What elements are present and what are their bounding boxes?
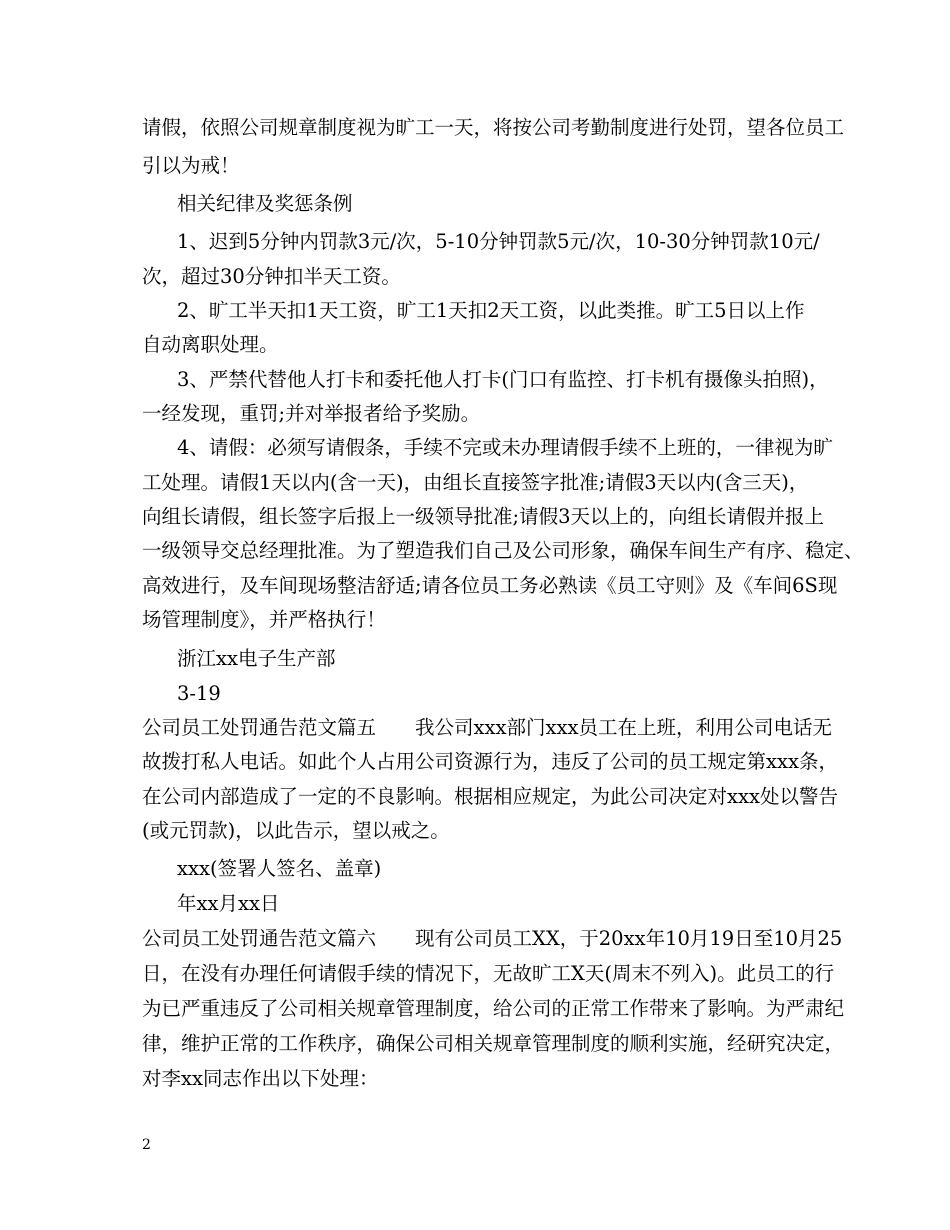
text-line: 一级领导交总经理批准。为了塑造我们自己及公司形象，确保车间生产有序、稳定、 [142, 539, 864, 562]
text-line: (或元罚款)，以此告示，望以戒之。 [142, 819, 450, 842]
text-line: 工处理。请假1天以内(含一天)，由组长直接签字批准;请假3天以内(含三天)， [142, 471, 809, 494]
text-line: 4、请假：必须写请假条，手续不完或未办理请假手续不上班的，一律视为旷 [177, 436, 833, 459]
text-line: 3、严禁代替他人打卡和委托他人打卡(门口有监控、打卡机有摄像头拍照)， [177, 368, 829, 391]
section-heading: 相关纪律及奖惩条例 [177, 192, 353, 215]
text-line: 自动离职处理。 [142, 333, 279, 356]
text-line: 高效进行，及车间现场整洁舒适;请各位员工务必熟读《员工守则》及《车间6S现 [142, 574, 838, 597]
date-line: 年xx月xx日 [177, 892, 280, 915]
text-line: 日，在没有办理任何请假手续的情况下，无故旷工X天(周末不列入)。此员工的行 [142, 962, 835, 985]
signature-line: 浙江xx电子生产部 [177, 647, 336, 670]
text-line: 为已严重违反了公司相关规章管理制度，给公司的正常工作带来了影响。为严肃纪 [142, 997, 845, 1020]
text-line: 次，超过30分钟扣半天工资。 [142, 265, 401, 288]
text-line: 律，维护正常的工作秩序，确保公司相关规章管理制度的顺利实施，经研究决定， [142, 1032, 845, 1055]
text-line: 1、迟到5分钟内罚款3元/次，5-10分钟罚款5元/次，10-30分钟罚款10元/ [177, 230, 820, 253]
text-line: 故拨打私人电话。如此个人占用公司资源行为，违反了公司的员工规定第xxx条， [142, 750, 838, 773]
date-line: 3-19 [177, 682, 221, 705]
text-line: 请假，依照公司规章制度视为旷工一天，将按公司考勤制度进行处罚，望各位员工 [142, 116, 845, 139]
text-line: 对李xx同志作出以下处理： [142, 1067, 379, 1090]
text-line: 一经发现，重罚;并对举报者给予奖励。 [142, 402, 481, 425]
text-line: 引以为戒！ [142, 154, 240, 177]
text-line: 公司员工处罚通告范文篇六 现有公司员工XX，于20xx年10月19日至10月25 [142, 927, 843, 950]
page-number: 2 [142, 1137, 151, 1153]
text-line: 场管理制度》，并严格执行！ [142, 608, 386, 631]
signature-line: xxx(签署人签名、盖章) [177, 857, 382, 880]
text-line: 2、旷工半天扣1天工资，旷工1天扣2天工资，以此类推。旷工5日以上作 [177, 299, 805, 322]
text-line: 公司员工处罚通告范文篇五 我公司xxx部门xxx员工在上班，利用公司电话无 [142, 716, 832, 739]
text-line: 向组长请假，组长签字后报上一级领导批准;请假3天以上的，向组长请假并报上 [142, 505, 824, 528]
text-line: 在公司内部造成了一定的不良影响。根据相应规定，为此公司决定对xxx处以警告 [142, 785, 838, 808]
